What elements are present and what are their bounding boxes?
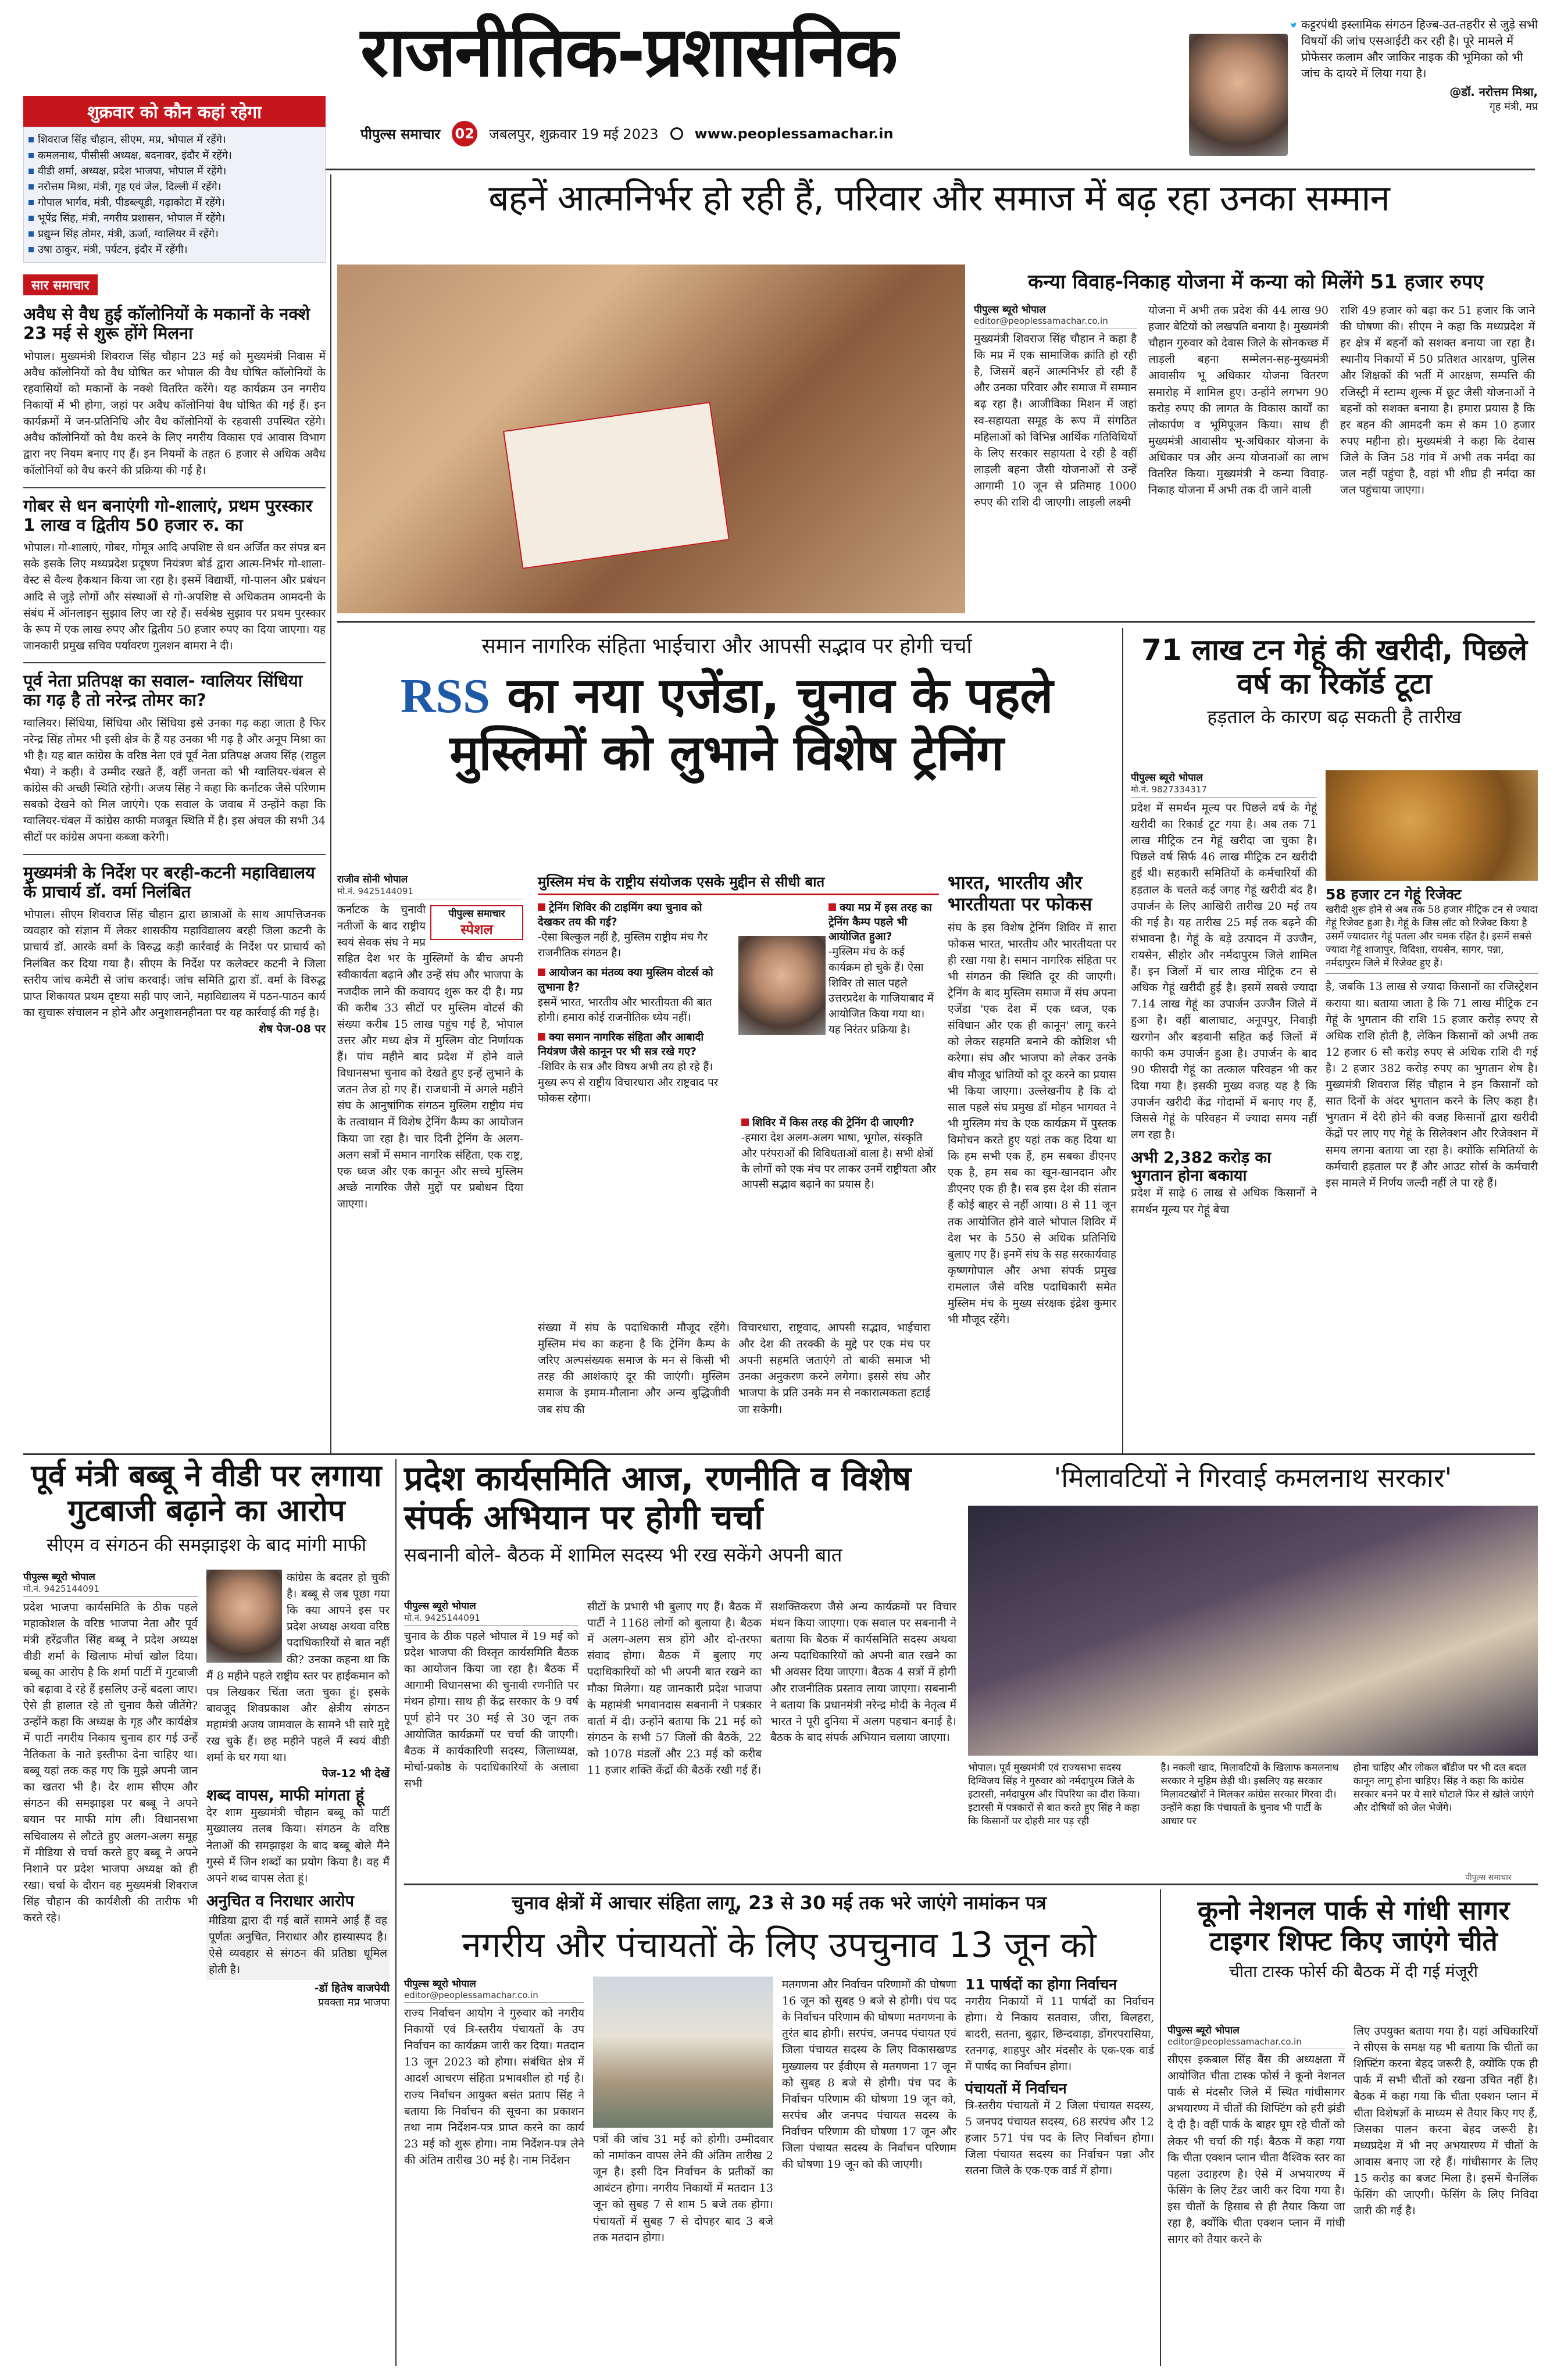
karyasamiti-byline: पीपुल्स ब्यूरो भोपाल मो.नं. 9425144091 — [404, 1599, 578, 1626]
question-marker — [538, 903, 545, 911]
sidebar — [23, 96, 326, 2363]
special-tag: स्पेशल — [460, 921, 493, 938]
wheat-subhead-2: अभी 2,382 करोड़ का भुगतान होना बकाया — [1131, 1149, 1272, 1185]
rss-headline — [337, 667, 1116, 781]
lead-col-3: राशि 49 हजार को बढ़ा कर 51 हजार कि जाने की घोषणा की। सीएम ने कहा कि मध्यप्रदेश में हर क्षेत्र में बहनों को सशक्त बनाया जा रहा है। स्थानीय निकायों में 50 प्रतिशत आरक्षण, पुलिस और शिक्षकों की भर्ती में आरक्षण, सम्पत्ति की रजिस्ट्री में स्टाम्प शुल्क में छूट जैसी योजनाओं ने बहनों को सशक्त बनाया है। हमारा प्रयास है कि हर बहन की आमदनी कम से कम 10 हजार रुपए महीना हो। मुख्यमंत्री ने कहा कि देवास जिले के जिन 58 गांव में अभी तक नर्मदा का जल नहीं पहुंचा है, वहां भी शीघ्र ही नर्मदा का जल पहुंचाया जाएगा। — [1340, 304, 1535, 497]
schedule-item: नरोत्तम मिश्रा, मंत्री, गृह एवं जेल, दिल्ली में रहेंगे। — [27, 179, 322, 195]
babbu-mobile: मो.नं. 9425144091 — [23, 1584, 99, 1594]
rss-headline-rss: RSS — [400, 669, 490, 723]
milawat-headline: 'मिलावटियों ने गिरवाई कमलनाथ सरकार' — [1054, 1462, 1452, 1493]
brief-body: भोपाल। मुख्यमंत्री शिवराज सिंह चौहान 23 मई को मुख्यमंत्री निवास में अवैध कॉलोनियों को वैध घोषित कर भोपाल की वैध घोषित कॉलोनियों के रहवासियों को मकानों के नक्शे वितरित करेंगे। यह कार्यक्रम उन नगरीय निकायों में भी होगा, जहां पर अवैध कॉलोनियां वैध घोषित की गई हैं। इन कार्यक्रमों में जन-प्रतिनिधि और वैध कॉलोनियों के रहवासी उपस्थित रहेंगे। अवैध कॉलोनियों को वैध करने के लिए नगरीय विकास एवं आवास विभाग द्वारा नए नियम बनाए गए हैं। इन नियमों के तहत 6 हजार से अधिक अवैध कॉलोनियों को वैध करने की प्रक्रिया की गई है। — [23, 349, 326, 477]
upchunav-photo — [593, 1977, 773, 2128]
upchunav-box1-body: नगरीय निकायों में 11 पार्षदों का निर्वाचन होगा। ये निकाय सतवास, जीरा, बिलहरा, बादरी, सतना, बुढ़ार, छिन्दवाड़ा, डोंगरपरासिया, रतनगढ़, शाहपुर और मंदसौर के एक-एक वार्ड में पार्षद का निर्वाचन होगा। — [965, 1995, 1154, 2074]
brief-item — [23, 496, 326, 654]
babbu-col-2: कांग्रेस के बदतर हो चुकी है। बब्बू से जब पूछा गया कि क्या आपने इस पर प्रदेश अध्यक्ष अथवा वरिष्ठ पदाधिकारियों से बात नहीं की? उनका कहना था कि मैं 8 महीने पहले राष्ट्रीय स्तर पर हाईकमान को पत्र लिखकर चिंता जता चुका हूं। इसके बावजूद शिवप्रकाश और क्षेत्रीय संगठन महामंत्री अजय जामवाल के सामने भी सारे मुद्दे रख चुके हैं। छह महीने पहले मैं स्वयं वीडी शर्मा के घर गया था। — [206, 1571, 390, 1764]
minister-portrait — [1189, 34, 1288, 156]
babbu-subhead: सीएम व संगठन की समझाइश के बाद मांगी माफी — [47, 1534, 366, 1556]
qa-item: ट्रेनिंग शिविर की टाइमिंग क्या चुनाव को देखकर तय की गई? -ऐसा बिल्कुल नहीं है, मुस्लिम राष्ट्रीय मंच गैर राजनीतिक संगठन है। — [538, 902, 708, 959]
lead-byline: पीपुल्स ब्यूरो भोपाल editor@peoplessamachar.co.in — [974, 302, 1137, 328]
rss-mobile: मो.नं. 9425144091 — [337, 886, 413, 896]
babbu-subhead-2: अनुचित व निराधार आरोप — [206, 1892, 354, 1910]
kuno-subhead: चीता टास्क फोर्स की बैठक में दी गई मंजूरी — [1229, 1961, 1479, 1981]
globe-icon — [670, 127, 683, 140]
brief-headline: गोबर से धन बनाएंगी गो-शालाएं, प्रथम पुरस्कार 1 लाख व द्वितीय 50 हजार रु. का — [23, 495, 313, 535]
upchunav-kicker: चुनाव क्षेत्रों में आचार संहिता लागू, 23 से 30 मई तक भरे जाएंगे नामांकन पत्र — [512, 1892, 1047, 1914]
question-marker — [538, 1033, 545, 1041]
upchunav-byline: पीपुल्स ब्यूरो भोपाल editor@peoplessamachar.co.in — [404, 1977, 584, 2003]
wheat-mobile: मो.नं. 9827334317 — [1131, 784, 1207, 795]
lead-photo — [337, 265, 965, 613]
schedule-item: वीडी शर्मा, अध्यक्ष, प्रदेश भाजपा, भोपाल में रहेंगे। — [27, 163, 322, 179]
milawat-caption-2: है। नकली खाद, मिलावटियों के खिलाफ कमलनाथ सरकार ने मुहिम छेड़ी थी। इसलिए यह सरकार मिलावटखोरों ने मिलकर कांग्रेस सरकार गिरवा दी। उन्होंने कहा कि पंचायतों के चुनाव भी पार्टी के आधार पर — [1160, 1762, 1339, 1827]
tweet-role: गृह मंत्री, मप्र — [1489, 101, 1538, 113]
jump-line[interactable]: शेष पेज-08 पर — [259, 1023, 326, 1036]
babbu-sub2-body: मीडिया द्वारा दी गई बातें सामने आईं हैं वह पूर्णतः अनुचित, निराधार और हास्यास्पद है। ऐसे व्यवहार से संगठन की प्रतिष्ठा धूमिल होती है। — [206, 1910, 390, 1980]
babbu-byline: पीपुल्स ब्यूरो भोपाल मो.नं. 9425144091 — [23, 1570, 198, 1597]
tweet-box — [1189, 16, 1538, 167]
kuno-col-1: सीएस इकबाल सिंह बैंस की अध्यक्षता में आयोजित चीता टास्क फोर्स ने कूनो नेशनल पार्क से मंदसौर जिले में स्थित गांधीसागर अभयारण्य में चीतों की शिफ्टिंग को हरी झंडी दे दी है। वहीं पार्क के बाहर घूम रहे चीतों को लेकर भी चर्चा की गई। बैठक में कहा गया कि चीता एक्शन प्लान चीता वैश्विक स्तर का पहला उदाहरण है। ऐसे में अभयारण्य में फेंसिंग के लिए टेंडर जारी कर दिया गया है। इस चीतों के हिसाब से ही तैयार किया जा रहा है, क्योंकि चीता एक्शन प्लान में गांधी सागर को तैयार करने के — [1167, 2053, 1345, 2246]
milawat-caption-1: भोपाल। पूर्व मुख्यमंत्री एवं राज्यसभा सदस्य दिग्विजय सिंह ने गुरुवार को नर्मदापुरम जिले के इटारसी, नर्मदापुरम और पिपरिया का दौरा किया। इटारसी में पत्रकारों से बात करते हुए सिंह ने कहा कि किसानों पर दोहरी मार पड़ रही — [968, 1762, 1140, 1827]
twitter-bird-icon — [1291, 16, 1297, 34]
tweet-author: @डॉ. नरोत्तम मिश्रा, — [1449, 85, 1538, 99]
babbu-photo — [206, 1570, 282, 1663]
interview-title: मुस्लिम मंच के राष्ट्रीय संयोजक एसके मुद्दीन से सीधी बात — [538, 872, 939, 895]
rss-byline: राजीव सोनी भोपाल मो.नं. 9425144091 — [337, 872, 523, 899]
upchunav-email: editor@peoplessamachar.co.in — [404, 1990, 538, 2000]
upchunav-col-2: पत्रों की जांच 31 मई को होगी। उम्मीदवार को नामांकन वापस लेने की अंतिम तारीख 2 जून है। इसी दिन निर्वाचन के प्रतीकों का आवंटन होगा। नगरीय निकायों में मतदान 13 जून को सुबह 7 से शाम 5 बजे तक होगा। पंचायतों में सुबह 7 से दोपहर बाद 3 बजे तक मतदान होगा। — [593, 2133, 773, 2244]
rss-headline-rest: का नया एजेंडा, चुनाव के पहले मुस्लिमों को लुभाने विशेष ट्रेनिंग — [449, 667, 1054, 781]
wheat-photo-caption-title: 58 हजार टन गेहूं रिजेक्ट — [1326, 886, 1462, 903]
milawat-photo — [968, 1506, 1538, 1756]
milawat-caption-3: होना चाहिए और लोकल बॉडीज पर भी दल बदल कानून लागू होना चाहिए। सिंह ने कहा कि कांग्रेस सरकार बनने पर ये सारे घोटाले फिर से खोले जाएंगे और दोषियों को जेल भेजेंगे। — [1353, 1762, 1534, 1814]
schedule-item: शिवराज सिंह चौहान, सीएम, मप्र, भोपाल में रहेंगे। — [27, 132, 322, 148]
upchunav-headline: नगरीय और पंचायतों के लिए उपचुनाव 13 जून को — [462, 1924, 1097, 1966]
wheat-headline: 71 लाख टन गेहूं की खरीदी, पिछले वर्ष का रिकॉर्ड टूटा — [1141, 633, 1527, 701]
brief-label: सार समाचार — [23, 274, 98, 295]
brief-headline: पूर्व नेता प्रतिपक्ष का सवाल- ग्वालियर सिंधिया का गढ़ है तो नरेन्द्र तोमर का? — [23, 671, 303, 710]
babbu-col-1: प्रदेश भाजपा कार्यसमिति के ठीक पहले महाकोशल के वरिष्ठ भाजपा नेता और पूर्व मंत्री हरेंद्रजीत सिंह बब्बू ने प्रदेश अध्यक्ष वीडी शर्मा के खिलाफ मोर्चा खोल दिया। बब्बू का आरोप है कि शर्मा पार्टी में गुटबाजी को बढ़ावा दे रहे हैं इसलिए उन्हें बदला जाए। ऐसे ही हालात रहे तो चुनाव कैसे जीतेंगे? उन्होंने कहा कि अध्यक्ष के गृह और कार्यक्षेत्र में पार्टी नगरीय निकाय चुनाव हार गई उन्हें नैतिकता के नाते इस्तीफा देना चाहिए था। बब्बू यहां तक कह गए कि मुझे अपनी जान का खतरा भी है। देर शाम सीएम और संगठन की समझाइश पर बब्बू ने अपने बयान पर माफी मांग ली। विधानसभा सचिवालय से लौटते हुए अलग-अलग समूह में मीडिया से चर्चा करते हुए बब्बू ने अपने निशाने पर प्रदेश भाजपा अध्यक्ष को ही रखा। चर्चा के दौरान वह मुख्यमंत्री शिवराज सिंह चौहान की कार्यशैली की तारीफ भी करते रहे। — [23, 1601, 198, 1925]
wheat-byline: पीपुल्स ब्यूरो भोपाल मो.नं. 9827334317 — [1131, 770, 1317, 798]
schedule-item: भूपेंद्र सिंह, मंत्री, नगरीय प्रशासन, भोपाल में रहेंगे। — [27, 210, 322, 226]
rss-bottom-col-2: विचारधारा, राष्ट्रवाद, आपसी सद्भाव, भाईचारा और देश की तरक्की के मुद्दे पर एक मंच पर अपनी सहमति जताएंगे तो बाकी समाज भी उनका अनुकरण करने लगेगा। इससे संघ और भाजपा के प्रति उनके मन से नकारात्मकता हटाई जा सकेगी। — [738, 1321, 930, 1416]
upchunav-box1-title: 11 पार्षदों का होगा निर्वाचन — [965, 1976, 1117, 1993]
rss-bottom-col-1: संख्या में संघ के पदाधिकारी मौजूद रहेंगे। मुस्लिम मंच का कहना है कि ट्रेनिंग कैम्प के जरिए अल्पसंख्यक समाज के मन से किसी भी तरह की आशंकाएं दूर की जाएंगी। मुस्लिम समाज के इमाम-मौलाना और अन्य बुद्धिजीवी जब संघ की — [538, 1321, 730, 1416]
karyasamiti-mobile: मो.नं. 9425144091 — [404, 1613, 480, 1623]
upchunav-box2-body: त्रि-स्तरीय पंचायतों में 2 जिला पंचायत सदस्य, 5 जनपद पंचायत सदस्य, 68 सरपंच और 12 हजार 571 पंच पद के लिए निर्वाचन होगा। जिला पंचायत सदस्य का निर्वाचन पन्ना और सतना जिले के एक-एक वार्ड में होगा। — [965, 2099, 1154, 2178]
wheat-photo-caption: खरीदी शुरू होने से अब तक 58 हजार मीट्रिक टन से ज्यादा गेहूं रिजेक्ट हुआ है। गेहूं के जिस लॉट को रिजेक्ट किया है उसमें ज्यादातर गेहूं पतला और चमक रहित है। इसमें सबसे ज्यादा गेहूं शाजापुर, विदिशा, रायसेन, सागर, पन्ना, नर्मदापुरम जिले में रिजेक्ट हुए हैं। — [1326, 903, 1538, 974]
wheat-subhead: हड़ताल के कारण बढ़ सकती है तारीख — [1207, 706, 1462, 728]
kuno-byline: पीपुल्स ब्यूरो भोपाल editor@peoplessamachar.co.in — [1167, 2023, 1345, 2049]
wheat-col-1b: प्रदेश में साढ़े 6 लाख से अधिक किसानों ने समर्थन मूल्य पर गेहूं बेचा — [1131, 1187, 1317, 1216]
schedule-item: उषा ठाकुर, मंत्री, पर्यटन, इंदौर में रहेंगी। — [27, 242, 322, 258]
lead-col-1: मुख्यमंत्री शिवराज सिंह चौहान ने कहा है कि मप्र में एक सामाजिक क्रांति हो रही है, जिसमें बहनें आत्मनिर्भर हो रही हैं और उनका परिवार और समाज में सम्मान बढ़ रहा है। आजीविका मिशन में जहां स्व-सहायता समूह के रूप में संगठित महिलाओं को विभिन्न आर्थिक गतिविधियों के लिए सरकार सहायता दे रही है वहीं लाड़ली बहना जैसी योजनाओं से उन्हें आगामी 10 जून से प्रतिमाह 1000 रुपए की राशि दी जाएगी। लाड़ली लक्ष्मी — [974, 333, 1137, 509]
rss-side-body: संघ के इस विशेष ट्रेनिंग शिविर में सारा फोकस भारत, भारतीय और भारतीयता पर ही रखा गया है। समान नागरिक संहिता पर भी संगठन की स्थिति दूर की जाएगी। ट्रेनिंग के बाद मुस्लिम समाज में संघ अपना एजेंडा 'एक देश में एक ध्वज, एक संविधान और एक ही कानून' लागू करने को लेकर सहमति बनाने की कोशिश भी करेगा। संघ और भाजपा को लेकर उनके बीच मौजूद भ्रांतियों को दूर करने का प्रयास भी किया जाएगा। उल्लेखनीय है कि दो साल पहले संघ प्रमुख डॉ मोहन भागवत ने भी मुस्लिम मंच के एक कार्यक्रम में पुस्तक विमोचन करते हुए यहां तक कह दिया था कि हम सभी एक हैं, हम सबका डीएनए एक है, हम सब का खून-खानदान और डीएनए एक ही है। सब इस देश की संतान हैं कोई बाहर से नहीं आया। 8 से 11 जून तक आयोजित होने वाले भोपाल शिविर में देश भर के 550 से अधिक प्रतिनिधि बुलाए गए हैं। इनमें संघ के सह सरकार्यवाह कृष्णगोपाल और अभा संपर्क प्रमुख रामलाल जैसे वरिष्ठ पदाधिकारी समेत मुस्लिम मंच के मुख्य संरक्षक इंद्रेश कुमार भी मौजूद रहेंगे। — [948, 921, 1116, 1327]
karyasamiti-headline: प्रदेश कार्यसमिति आज, रणनीति व विशेष संपर्क अभियान पर होगी चर्चा — [404, 1459, 912, 1537]
milawat-credit: पीपुल्स समाचार — [1465, 1873, 1512, 1882]
lead-subhead: कन्या विवाह-निकाह योजना में कन्या को मिलेंगे 51 हजार रुपए — [1028, 270, 1484, 294]
lead-email: editor@peoplessamachar.co.in — [974, 316, 1108, 326]
wheat-story — [1131, 634, 1538, 729]
karyasamiti-subhead: सबनानी बोले- बैठक में शामिल सदस्य भी रख सकेंगे अपनी बात — [404, 1543, 842, 1567]
brief-item — [23, 671, 326, 846]
website-link[interactable]: www.peoplessamachar.in — [694, 126, 894, 142]
schedule-item: प्रद्युम्न सिंह तोमर, मंत्री, ऊर्जा, ग्वालियर में रहेंगे। — [27, 226, 322, 242]
tweet-text: कट्टरपंथी इस्लामिक संगठन हिज्ब-उत-तहरीर से जुड़े सभी विषयों की जांच एसआईटी कर रही है। पूरे मामले में प्रोफेसर कलाम और जाकिर नाइक की भूमिका को भी जांच के दायरे में लिया गया है। — [1301, 17, 1538, 80]
question-marker — [741, 1118, 749, 1126]
masthead — [360, 12, 1140, 163]
page-section-title: राजनीतिक-प्रशासनिक — [360, 12, 897, 92]
babbu-story — [23, 1459, 390, 1557]
kuno-headline: कूनो नेशनल पार्क से गांधी सागर टाइगर शिफ्ट किए जाएंगे चीते — [1197, 1895, 1510, 1957]
upchunav-story — [404, 1892, 1154, 1967]
schedule-title: शुक्रवार को कौन कहां रहेगा — [23, 96, 326, 127]
karyasamiti-col-1: चुनाव के ठीक पहले भोपाल में 19 मई को प्रदेश भाजपा की विस्तृत कार्यसमिति बैठक का आयोजन किया जा रहा है। बैठक में आगामी विधानसभा की चुनावी रणनीति पर मंथन होगा। साथ ही केंद्र सरकार के 9 वर्ष पूर्ण होने पर 30 मई से 30 जून तक आयोजित कार्यक्रमों पर चर्चा की जाएगी। बैठक में कार्यकारिणी सदस्य, जिलाध्यक्ष, मोर्चा-प्रकोष्ठ के पदाधिकारियों के अलावा सभी — [404, 1630, 578, 1790]
rss-col-1: कर्नाटक के चुनावी नतीजों के बाद राष्ट्रीय स्वयं सेवक संघ ने मप्र सहित देश भर के मुस्लिमों के बीच अपनी स्वीकार्यता बढ़ाने और उन्हें संघ और भाजपा के नजदीक लाने की कवायद शुरू कर दी है। मप्र की करीब 33 सीटों पर मुस्लिम वोटर्स की संख्या करीब 15 लाख पहुंच गई है, भोपाल उत्तर और मध्य क्षेत्र में मुस्लिम वोट निर्णायक हैं। पांच महीने बाद प्रदेश में होने वाले विधानसभा चुनाव को देखते हुए इन्हें लुभाने के जतन तेज हो गए हैं। राजधानी में अगले महीने संघ के आनुषांगिक संगठन मुस्लिम राष्ट्रीय मंच के तत्वाधान में विशेष ट्रेनिंग कैम्प का आयोजन किया जा रहा है। चार दिनी ट्रेनिंग के अलग-अलग सत्रों में समान नागरिक संहिता, एक राष्ट्र, एक ध्वज और एक कानून और सच्चे मुस्लिम अच्छे नागरिक जैसे मुद्दों पर प्रबोधन दिया जाएगा। — [337, 903, 523, 1210]
brief-body: भोपाल। गो-शालाएं, गोबर, गोमूत्र आदि अपशिष्ट से धन अर्जित कर संपन्न बन सके इसके लिए मध्यप्रदेश प्रदूषण नियंत्रण बोर्ड द्वारा आत्म-निर्भर गो-शाला-वेस्ट से वैल्थ हैकथान किया जा रहा है। इसमें विद्यार्थी, गो-पालन और प्रबंधन आदि से जुड़े लोगों और संस्थाओं से गो-अपशिष्ट से अधिकतम आमदनी के संबंध में ऑनलाइन सुझाव लिए जा रहे हैं। सर्वश्रेष्ठ सुझाव पर प्रथम पुरस्कार के रूप में एक लाख रुपए और द्वितीय 50 हजार रुपए का दिया जाएगा। यह जानकारी प्रमुख सचिव पर्यावरण गुलशन बामरा ने दी। — [23, 541, 326, 652]
babbu-sub2-role: प्रवक्ता मप्र भाजपा — [318, 1996, 390, 2009]
lead-headline: बहनें आत्मनिर्भर हो रही हैं, परिवार और समाज में बढ़ रहा उनका सम्मान — [488, 177, 1390, 219]
qa-item: आयोजन का मंतव्य क्या मुस्लिम वोटर्स को लुभाना है? इसमें भारत, भारतीय और भारतीयता की बात होगी। हमारा कोई राजनीतिक ध्येय नहीं। — [538, 966, 713, 1024]
karyasamiti-story — [404, 1459, 956, 1567]
paper-name: पीपुल्स समाचार — [360, 126, 441, 142]
kuno-story — [1167, 1895, 1540, 1982]
babbu-headline: पूर्व मंत्री बब्बू ने वीडी पर लगाया गुटबाजी बढ़ाने का आरोप — [31, 1459, 382, 1528]
lead-col-2: योजना में अभी तक प्रदेश की 44 लाख 90 हजार बेटियों को लखपति बनाया है। मुख्यमंत्री चौहान गुरुवार को देवास जिले के सोनकच्छ में लाड़ली बहना सम्मेलन-सह-मुख्यमंत्री आवासीय भू अधिकार योजना वितरण समारोह में शामिल हुए। उन्होंने लगभग 90 करोड़ रुपए की लागत के विकास कार्यों का लोकार्पण व भूमिपूजन किया। साथ ही मुख्यमंत्री आवासीय भू-अधिकार योजना के अधिकार पत्र और अन्य योजनाओं का लाभ वितरित किया। मुख्यमंत्री ने कन्या विवाह-निकाह योजना में अभी तक दी जाने वाली — [1148, 304, 1329, 497]
qa-item: क्या समान नागरिक संहिता और आबादी नियंत्रण जैसे कानून पर भी सत्र रखे गए? -शिविर के सत्र और विषय अभी तय हो रहे हैं। मुख्य रूप से राष्ट्रीय विचारधारा और राष्ट्रवाद पर फोकस रहेगा। — [538, 1031, 719, 1105]
rss-kicker: समान नागरिक संहिता भाईचारा और आपसी सद्भाव पर होगी चर्चा — [481, 634, 972, 658]
schedule-list — [23, 127, 326, 263]
kuno-col-2: लिए उपयुक्त बताया गया है। यहां अधिकारियों ने सीएस के समक्ष यह भी बताया कि चीतों का शिफ्टिंग करना बेहद जरूरी है, क्योंकि एक ही पार्क में सभी चीतों को रखना उचित नहीं है। बैठक में कहा गया कि चीता एक्शन प्लान में चीता विशेषज्ञों के माध्यम से तैयार किए गए हैं, जिसका पालन करना बेहद जरूरी है। मध्यप्रदेश में भी नए अभयारण्य में चीतों के आवास बनाए जा रहे हैं। गांधीसागर के लिए 15 करोड़ का बजट मिला है। इसमें चैनलिंक फेंसिंग की जाएगी। फेंसिंग के लिए निविदा जारी की गई है। — [1354, 2025, 1538, 2218]
dateline: जबलपुर, शुक्रवार 19 मई 2023 — [489, 126, 659, 142]
brief-item — [23, 305, 326, 479]
wheat-col-1: प्रदेश में समर्थन मूल्य पर पिछले वर्ष के गेहूं खरीदी का रिकार्ड टूट गया है। अब तक 71 लाख मीट्रिक टन गेहूं खरीदा जा चुका है। पिछले वर्ष सिर्फ 46 लाख मीट्रिक टन खरीदी हुई थी। सहकारी समितियों के कर्मचारियों की हड़ताल के चलते कई जगह गेहूं खरीदी बंद है। उपार्जन के लिए आखिरी तारीख 20 मई तय की गई है। यह तारीख 25 मई तक बढ़ने की संभावना है। गेहूं के बड़े उत्पादन में उज्जैन, रायसेन, सीहोर और नर्मदापुरम जिले शामिल हैं। इन जिलों में चार लाख मीट्रिक टन से अधिक गेहूं खरीदी हुई है। इसमें सबसे ज्यादा 7.14 लाख गेहूं का उपार्जन उज्जैन जिले में हुआ है। वहीं बालाघाट, अनूपपुर, निवाड़ी खरगोन और बड़वानी सहित कई जिलों में काफी कम उपार्जन हुआ है। उपार्जन के बाद 90 फीसदी गेहूं का तत्काल परिवहन भी कर दिया गया है। इसकी मुख्य वजह यह है कि उपार्जन खरीदी केंद्र गोदामों में बनाए गए हैं, जिससे गेहूं के परिवहन में ज्यादा समय नहीं लग रहा है। — [1131, 802, 1317, 1142]
special-label: पीपुल्स समाचार — [448, 908, 505, 920]
brief-body: भोपाल। सीएम शिवराज सिंह चौहान द्वारा छात्राओं के साथ आपत्तिजनक व्यवहार को संज्ञान में लेकर शासकीय महाविद्यालय बरही जिला कटनी के प्राचार्य डॉ. आरके वर्मा के विरुद्ध कड़ी कार्रवाई के निर्देश पर प्राचार्य को निलंबित कर दिया गया है। सीएम के निर्देश पर कलेक्टर कटनी ने जिला स्तरीय जांच कमेटी से जांच करवाई। जांच समिति द्वारा डॉ. वर्मा के विरुद्ध प्राप्त शिकायत प्रथम दृष्टया सही पाए जाने, महाविद्यालय में पठन-पाठन कार्य का सुचारू संचालन न होने और अनुशासनहीनता पर यह कार्रवाई की गई है। — [23, 908, 326, 1019]
qa-item: क्या मप्र में इस तरह का ट्रेनिंग कैम्प पहले भी आयोजित हुआ? -मुस्लिम मंच के कई कार्यक्रम हो चुके हैं। ऐसा शिविर तो साल पहले उत्तरप्रदेश के गाजियाबाद में आयोजित किया गया था। यह निरंतर प्रक्रिया है। — [829, 902, 934, 1036]
upchunav-box2-title: पंचायतों में निर्वाचन — [965, 2080, 1067, 2097]
schedule-item: कमलनाथ, पीसीसी अध्यक्ष, बदनावर, इंदौर में रहेंगे। — [27, 148, 322, 163]
question-marker — [829, 903, 836, 911]
brief-headline: मुख्यमंत्री के निर्देश पर बरही-कटनी महाविद्यालय के प्राचार्य डॉ. वर्मा निलंबित — [23, 862, 315, 902]
karyasamiti-col-2: सीटों के प्रभारी भी बुलाए गए हैं। बैठक में पार्टी ने 1168 लोगों को बुलाया है। बैठक में अलग-अलग सत्र होंगे और दो-तरफा संवाद होगा। बैठक में बुलाए गए पदाधिकारियों को भी अपनी बात रखने का मौका मिलेगा। यह जानकारी प्रदेश भाजपा के महामंत्री भगवानदास सबनानी ने पत्रकार वार्ता में दी। उन्होंने बताया कि 21 मई को संगठन के सभी 57 जिलों की बैठकें, 22 को 1078 मंडलों और 23 मई को करीब 11 हजार शक्ति केंद्रों की बैठकें रखी गई हैं। — [587, 1600, 762, 1777]
kuno-email: editor@peoplessamachar.co.in — [1167, 2036, 1302, 2047]
brief-item — [23, 863, 326, 1036]
babbu-sub1-body: देर शाम मुख्यमंत्री चौहान बब्बू को पार्टी मुख्यालय तलब किया। संगठन के वरिष्ठ नेताओं की समझाइश के बाद बब्बू बोले मैंने गुस्से में जिन शब्दों का प्रयोग किया है। वह मैं अपने शब्द वापस लेता हूं। — [206, 1806, 390, 1885]
upchunav-col-3: मतगणना और निर्वाचन परिणामों की घोषणा 16 जून को सुबह 9 बजे से होगी। पंच पद के निर्वाचन परिणाम की घोषणा मतगणना के तुरंत बाद होगी। सरपंच, जनपद पंचायत एवं जिला पंचायत सदस्य के लिए विकासखण्ड मुख्यालय पर ईवीएम से मतगणना 17 जून को सुबह 8 बजे से होगी। पंच पद के निर्वाचन परिणाम की घोषणा 19 जून को, सरपंच और जनपद पंचायत सदस्य के निर्वाचन परिणाम की घोषणा 17 जून और जिला पंचायत सदस्य के निर्वाचन परिणाम की घोषणा 19 जून को की जाएगी। — [782, 1978, 956, 2171]
question-marker — [538, 969, 545, 976]
schedule-item: गोपाल भार्गव, मंत्री, पीडब्ल्यूडी, गढ़ाकोटा में रहेंगे। — [27, 195, 322, 210]
babbu-subhead-1: शब्द वापस, माफी मांगता हूं — [206, 1786, 365, 1805]
upchunav-col-1: राज्य निर्वाचन आयोग ने गुरुवार को नगरीय निकायों एवं त्रि-स्तरीय पंचायतों के उप निर्वाचन का कार्यक्रम जारी कर दिया। मतदान 13 जून 2023 को होगा। संबंधित क्षेत्र में आदर्श आचरण संहिता प्रभावशील हो गई है। राज्य निर्वाचन आयुक्त बसंत प्रताप सिंह ने बताया कि निर्वाचन की सूचना का प्रकाशन तथा नाम निर्देशन-पत्र प्राप्त करने का कार्य 23 मई को शुरू होगा। नाम निर्देशन-पत्र लेने की अंतिम तारीख 30 मई है। नाम निर्देशन — [404, 2007, 584, 2167]
wheat-photo — [1326, 770, 1538, 881]
karyasamiti-col-3: सशक्तिकरण जैसे अन्य कार्यक्रमों पर विचार मंथन किया जाएगा। एक सवाल पर सबनानी ने बताया कि बैठक में कार्यसमिति सदस्य अथवा अन्य पदाधिकारियों को अपनी बात रखने का भी अवसर दिया जाएगा। बैठक 4 सत्रों में होगी और राजनीतिक प्रस्ताव लाया जाएगा। सबनानी ने बताया कि प्रधानमंत्री नरेन्द्र मोदी के नेतृत्व में भारत ने पूरी दुनिया में अलग पहचान बनाई है। बैठक के बाद संपर्क अभियान चलाया जाएगा। — [770, 1600, 956, 1744]
milawat-story — [968, 1459, 1538, 1495]
brief-body: ग्वालियर। सिंधिया, सिंधिया और सिंधिया इसे उनका गढ़ कहा जाता है फिर नरेन्द्र सिंह तोमर भी इसी क्षेत्र के हैं यह उनका भी गढ़ है और अनूप मिश्रा का भी है। यह बात कांग्रेस के वरिष्ठ नेता एवं पूर्व नेता प्रतिपक्ष अजय सिंह (राहुल भैया) ने कही। वे उम्मीद रखते हैं, वहीं जनता को भी ग्वालियर-चंबल से कांग्रेस की अच्छी स्थिति रहेगी। अजय सिंह ने कहा कि कर्नाटक जैसे परिणाम सबको देखने को मिल जाएंगे। एक सवाल के जवाब में उन्होंने कहा कि ग्वालियर-चंबल में कांग्रेस काफी मजबूत स्थिति में है। इस अंचल की सभी 34 सीटों पर कांग्रेस अपना कब्जा करेगी। — [23, 716, 326, 844]
jump-line[interactable]: पेज-12 भी देखें — [322, 1767, 390, 1781]
babbu-sub2-signature: -डॉ हितेष वाजपेयी — [314, 1982, 390, 1995]
qa-item: शिविर में किस तरह की ट्रेनिंग दी जाएगी? -हमारा देश अलग-अलग भाषा, भूगोल, संस्कृति और परंपराओं की विविधताओं वाला है। सभी क्षेत्रों के लोगों को एक मंच पर लाकर उनमें राष्ट्रीयता और आपसी सद्भाव बढ़ाने का प्रयास है। — [741, 1117, 937, 1191]
page-number: 02 — [452, 121, 477, 146]
rss-side-headline: भारत, भारतीय और भारतीयता पर फोकस — [948, 871, 1092, 915]
brief-headline: अवैध से वैध हुई कॉलोनियों के मकानों के नक्शे 23 मई से शुरू होंगे मिलना — [23, 304, 310, 344]
wheat-col-2: है, जबकि 13 लाख से ज्यादा किसानों का रजिस्ट्रेशन कराया था। बताया जाता है कि 71 लाख मीट्रिक टन गेहूं के भुगतान की राशि 15 हजार करोड़ रुपए से अधिक राशि होती है, लेकिन किसानों को अभी तक 12 हजार 6 सौ करोड़ रुपए से अधिक राशि दी गई है। 2 हजार 382 करोड़ रुपए का भुगतान शेष है। मुख्यमंत्री शिवराज सिंह चौहान ने इन किसानों को सात दिनों के अंदर भुगतान करने के लिए कहा है। भुगतान में देरी होने की वजह किसानों द्वारा खरीदी केंद्रों पर लाए गए गेहूं के सिलेक्शन और रिजेक्शन में समय लगना बताया जा रहा है। क्योंकि समितियों के कर्मचारी हड़ताल पर हैं और आउट सोर्स के कर्मचारी इस मामले में निर्णय जल्दी नहीं ले पा रहे हैं। — [1326, 980, 1538, 1189]
interview-box — [538, 872, 939, 1308]
